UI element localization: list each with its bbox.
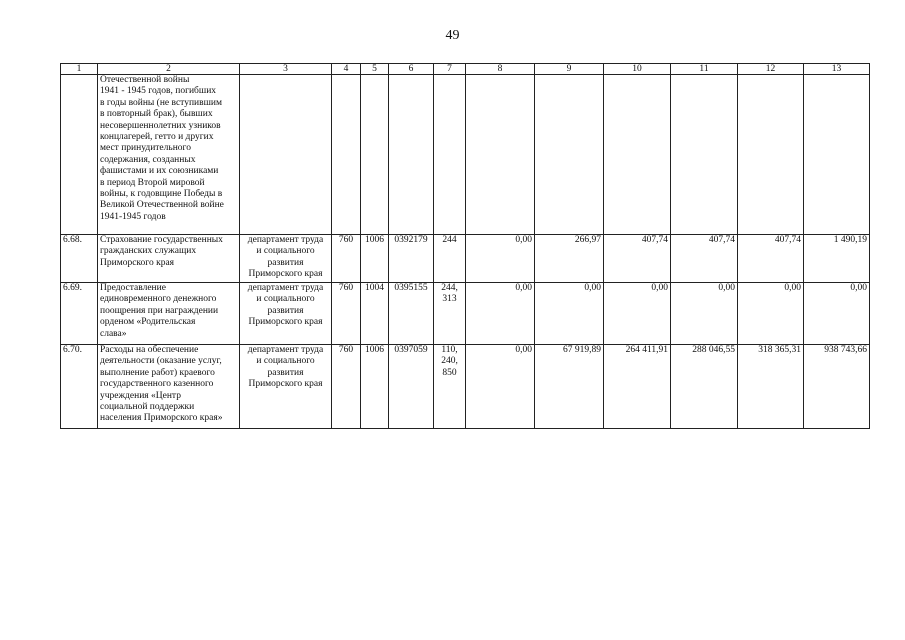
row-c13 (804, 75, 870, 235)
row-c5: 1004 (361, 283, 389, 345)
row-c7: 244 (434, 235, 466, 283)
row-c11: 288 046,55 (671, 345, 738, 429)
header-cell: 10 (604, 64, 671, 75)
row-c10: 407,74 (604, 235, 671, 283)
row-c6: 0392179 (389, 235, 434, 283)
row-number: 6.69. (61, 283, 98, 345)
row-c13: 1 490,19 (804, 235, 870, 283)
row-c6: 0395155 (389, 283, 434, 345)
row-name: Отечественной войны 1941 - 1945 годов, погибших в годы войны (не вступившим в повторный брак), бывших несовершеннолетних узников концлагерей, гетто и других мест принудительного содержания, созданных фашистами и их союзниками в период Второй мировой войны, к годовщине Победы в Великой Отечественной войне 1941-1945 годов (98, 75, 240, 235)
row-c4 (332, 75, 361, 235)
row-number: 6.70. (61, 345, 98, 429)
row-c11 (671, 75, 738, 235)
header-cell: 13 (804, 64, 870, 75)
header-cell: 5 (361, 64, 389, 75)
row-c5 (361, 75, 389, 235)
row-c12: 407,74 (738, 235, 804, 283)
row-c9: 266,97 (535, 235, 604, 283)
row-executor: департамент труда и социального развития Приморского края (240, 283, 332, 345)
budget-table (60, 63, 870, 429)
row-number: 6.68. (61, 235, 98, 283)
row-c6: 0397059 (389, 345, 434, 429)
row-c7 (434, 75, 466, 235)
row-c9 (535, 75, 604, 235)
header-cell: 12 (738, 64, 804, 75)
row-number (61, 75, 98, 235)
row-name: Предоставление единовременного денежного поощрения при награждении орденом «Родительская слава» (98, 283, 240, 345)
row-name: Расходы на обеспечение деятельности (оказание услуг, выполнение работ) краевого государственного казенного учреждения «Центр социальной поддержки населения Приморского края» (98, 345, 240, 429)
row-c10: 264 411,91 (604, 345, 671, 429)
table-row (61, 235, 870, 283)
row-c11: 407,74 (671, 235, 738, 283)
row-c10: 0,00 (604, 283, 671, 345)
row-c7: 110, 240, 850 (434, 345, 466, 429)
table-row (61, 345, 870, 429)
row-c13: 938 743,66 (804, 345, 870, 429)
row-name: Страхование государственных гражданских служащих Приморского края (98, 235, 240, 283)
row-c9: 67 919,89 (535, 345, 604, 429)
row-executor: департамент труда и социального развития Приморского края (240, 235, 332, 283)
header-cell: 11 (671, 64, 738, 75)
table-header-row (61, 64, 870, 75)
row-c7: 244, 313 (434, 283, 466, 345)
row-executor (240, 75, 332, 235)
row-c4: 760 (332, 283, 361, 345)
row-c5: 1006 (361, 345, 389, 429)
row-c12: 0,00 (738, 283, 804, 345)
header-cell: 9 (535, 64, 604, 75)
row-c12: 318 365,31 (738, 345, 804, 429)
row-c4: 760 (332, 345, 361, 429)
table-row (61, 283, 870, 345)
header-cell: 6 (389, 64, 434, 75)
row-c12 (738, 75, 804, 235)
page-number: 49 (445, 28, 460, 43)
row-c8: 0,00 (466, 283, 535, 345)
header-cell: 2 (98, 64, 240, 75)
row-c8 (466, 75, 535, 235)
row-executor: департамент труда и социального развития Приморского края (240, 345, 332, 429)
header-cell: 4 (332, 64, 361, 75)
header-cell: 8 (466, 64, 535, 75)
row-c8: 0,00 (466, 235, 535, 283)
row-c6 (389, 75, 434, 235)
row-c5: 1006 (361, 235, 389, 283)
row-c13: 0,00 (804, 283, 870, 345)
row-c8: 0,00 (466, 345, 535, 429)
header-cell: 3 (240, 64, 332, 75)
row-c10 (604, 75, 671, 235)
row-c9: 0,00 (535, 283, 604, 345)
header-cell: 7 (434, 64, 466, 75)
header-cell: 1 (61, 64, 98, 75)
table-row (61, 75, 870, 235)
row-c11: 0,00 (671, 283, 738, 345)
row-c4: 760 (332, 235, 361, 283)
